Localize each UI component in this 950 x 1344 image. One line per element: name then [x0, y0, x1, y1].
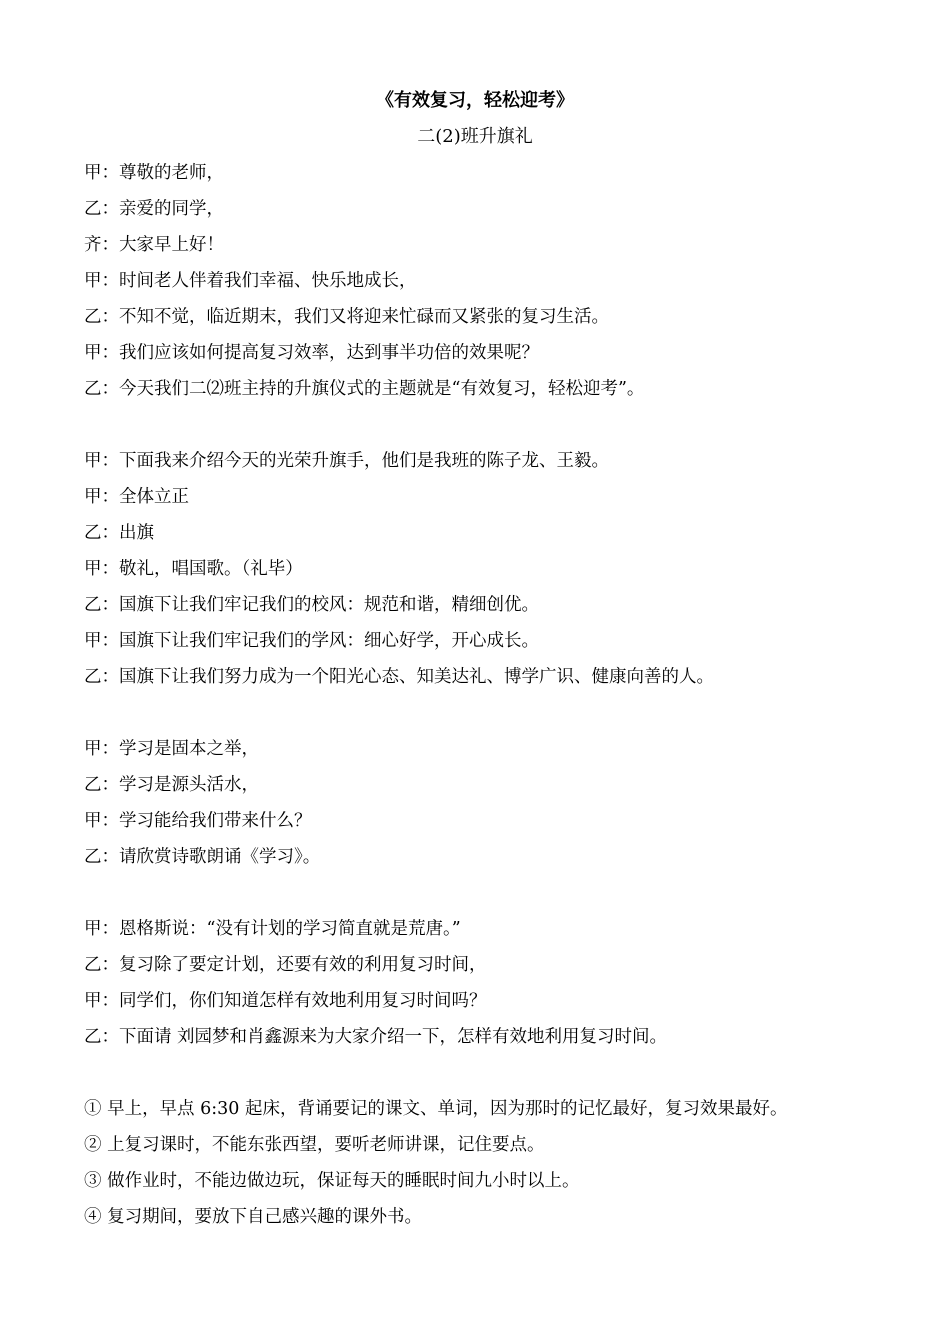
script-line: 甲：国旗下让我们牢记我们的学风：细心好学，开心成长。: [84, 631, 539, 651]
tip-item: ① 早上，早点 6:30 起床，背诵要记的课文、单词，因为那时的记忆最好，复习效果最好。: [84, 1099, 788, 1119]
script-line: 甲：学习是固本之举，: [84, 739, 259, 759]
script-line: 甲：尊敬的老师，: [84, 163, 224, 183]
script-line: 甲：学习能给我们带来什么？: [84, 811, 312, 831]
script-line: 乙：国旗下让我们牢记我们的校风：规范和谐，精细创优。: [84, 595, 539, 615]
tip-item: ④ 复习期间，要放下自己感兴趣的课外书。: [84, 1207, 423, 1227]
script-line: 甲：全体立正: [84, 487, 189, 507]
tip-item: ② 上复习课时，不能东张西望，要听老师讲课，记住要点。: [84, 1135, 545, 1155]
document-title: 《有效复习，轻松迎考》: [376, 90, 574, 111]
script-line: 乙：出旗: [84, 523, 154, 543]
script-line: 甲：恩格斯说：“没有计划的学习简直就是荒唐。”: [84, 919, 461, 939]
script-line: 乙：今天我们二⑵班主持的升旗仪式的主题就是“有效复习，轻松迎考”。: [84, 379, 645, 399]
script-line: 乙：下面请 刘园梦和肖鑫源来为大家介绍一下，怎样有效地利用复习时间。: [84, 1027, 668, 1047]
script-line: 甲：下面我来介绍今天的光荣升旗手，他们是我班的陈子龙、王毅。: [84, 451, 609, 471]
script-line: 乙：复习除了要定计划，还要有效的利用复习时间，: [84, 955, 487, 975]
document-subtitle: 二(2)班升旗礼: [417, 126, 533, 147]
script-line: 乙：不知不觉，临近期末，我们又将迎来忙碌而又紧张的复习生活。: [84, 307, 609, 327]
script-line: 乙：请欣赏诗歌朗诵《学习》。: [84, 847, 321, 867]
script-line: 乙：国旗下让我们努力成为一个阳光心态、知美达礼、博学广识、健康向善的人。: [84, 667, 714, 687]
script-line: 甲：我们应该如何提高复习效率，达到事半功倍的效果呢？: [84, 343, 539, 363]
script-line: 齐：大家早上好！: [84, 235, 224, 255]
script-line: 乙：亲爱的同学，: [84, 199, 224, 219]
script-line: 甲：同学们，你们知道怎样有效地利用复习时间吗？: [84, 991, 487, 1011]
script-line: 乙：学习是源头活水，: [84, 775, 259, 795]
tip-item: ③ 做作业时，不能边做边玩，保证每天的睡眠时间九小时以上。: [84, 1171, 580, 1191]
script-line: 甲：时间老人伴着我们幸福、快乐地成长，: [84, 271, 417, 291]
script-line: 甲：敬礼，唱国歌。（礼毕）: [84, 559, 303, 579]
